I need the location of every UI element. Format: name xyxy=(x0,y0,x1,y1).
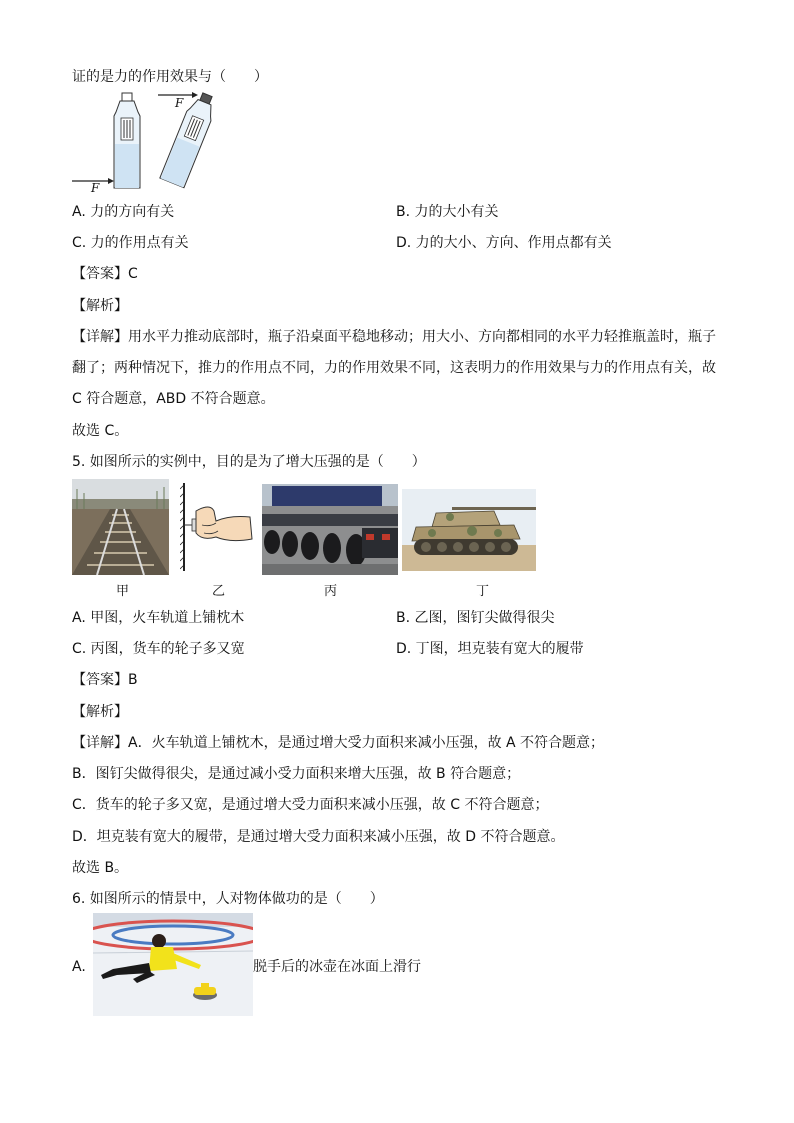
q4-option-b: B. 力的大小有关 xyxy=(396,204,499,220)
q5-stem: 5. 如图所示的实例中，目的是为了增大压强的是（ ） xyxy=(72,454,426,470)
q5-answer: 【答案】B xyxy=(72,672,138,688)
tilted-bottle-icon xyxy=(160,90,220,188)
q5-detail-line-1: 【详解】A．火车轨道上铺枕木，是通过增大受力面积来减小压强，故 A 不符合题意； xyxy=(72,735,605,751)
q5-option-d: D. 丁图，坦克装有宽大的履带 xyxy=(396,641,584,657)
railway-photo xyxy=(72,479,169,575)
curling-photo xyxy=(93,913,253,1016)
caption-ding: 丁 xyxy=(476,584,490,599)
tank-photo xyxy=(402,489,536,571)
caption-jia: 甲 xyxy=(116,584,130,599)
q4-stem-tail: 证的是力的作用效果与（ ） xyxy=(72,69,268,85)
q5-detail-line-4: D．坦克装有宽大的履带，是通过增大受力面积来减小压强，故 D 不符合题意。 xyxy=(72,829,565,845)
q5-detail-line-3: C．货车的轮子多又宽，是通过增大受力面积来减小压强，故 C 不符合题意； xyxy=(72,797,549,813)
q4-detail-line-3: C 符合题意，ABD 不符合题意。 xyxy=(72,391,275,407)
upright-bottle-icon xyxy=(114,93,140,188)
q5-detail-line-2: B．图钉尖做得很尖，是通过减小受力面积来增大压强，故 B 符合题意； xyxy=(72,766,521,782)
q4-detail-line-2: 翻了；两种情况下，推力的作用点不同，力的作用效果不同，这表明力的作用效果与力的作用点有关，故 xyxy=(72,360,716,376)
q4-detail-line-1: 【详解】用水平力推动底部时，瓶子沿桌面平稳地移动；用大小、方向都相同的水平力轻推瓶盖时，瓶子 xyxy=(72,329,716,345)
q5-conclusion: 故选 B。 xyxy=(72,860,129,876)
q6-option-a-letter: A. xyxy=(72,959,86,975)
q5-option-a: A. 甲图，火车轨道上铺枕木 xyxy=(72,610,245,626)
q4-analysis-heading: 【解析】 xyxy=(72,298,128,314)
caption-bing: 丙 xyxy=(324,584,338,599)
force-label-bottom: F xyxy=(91,181,100,195)
q4-option-a: A. 力的方向有关 xyxy=(72,204,175,220)
q4-answer: 【答案】C xyxy=(72,266,138,282)
bottle-push-figure xyxy=(70,88,230,194)
q5-option-c: C. 丙图，货车的轮子多又宽 xyxy=(72,641,245,657)
thumbtack-hand-figure xyxy=(180,481,260,573)
force-label-top: F xyxy=(175,96,184,110)
q6-option-a-text: 脱手后的冰壶在冰面上滑行 xyxy=(253,959,421,975)
q5-analysis-heading: 【解析】 xyxy=(72,704,128,720)
q4-conclusion: 故选 C。 xyxy=(72,423,129,439)
q4-option-d: D. 力的大小、方向、作用点都有关 xyxy=(396,235,612,251)
q5-option-b: B. 乙图，图钉尖做得很尖 xyxy=(396,610,555,626)
q4-option-c: C. 力的作用点有关 xyxy=(72,235,189,251)
q6-stem: 6. 如图所示的情景中，人对物体做功的是（ ） xyxy=(72,891,384,907)
truck-photo xyxy=(262,484,398,575)
caption-yi: 乙 xyxy=(212,584,226,599)
